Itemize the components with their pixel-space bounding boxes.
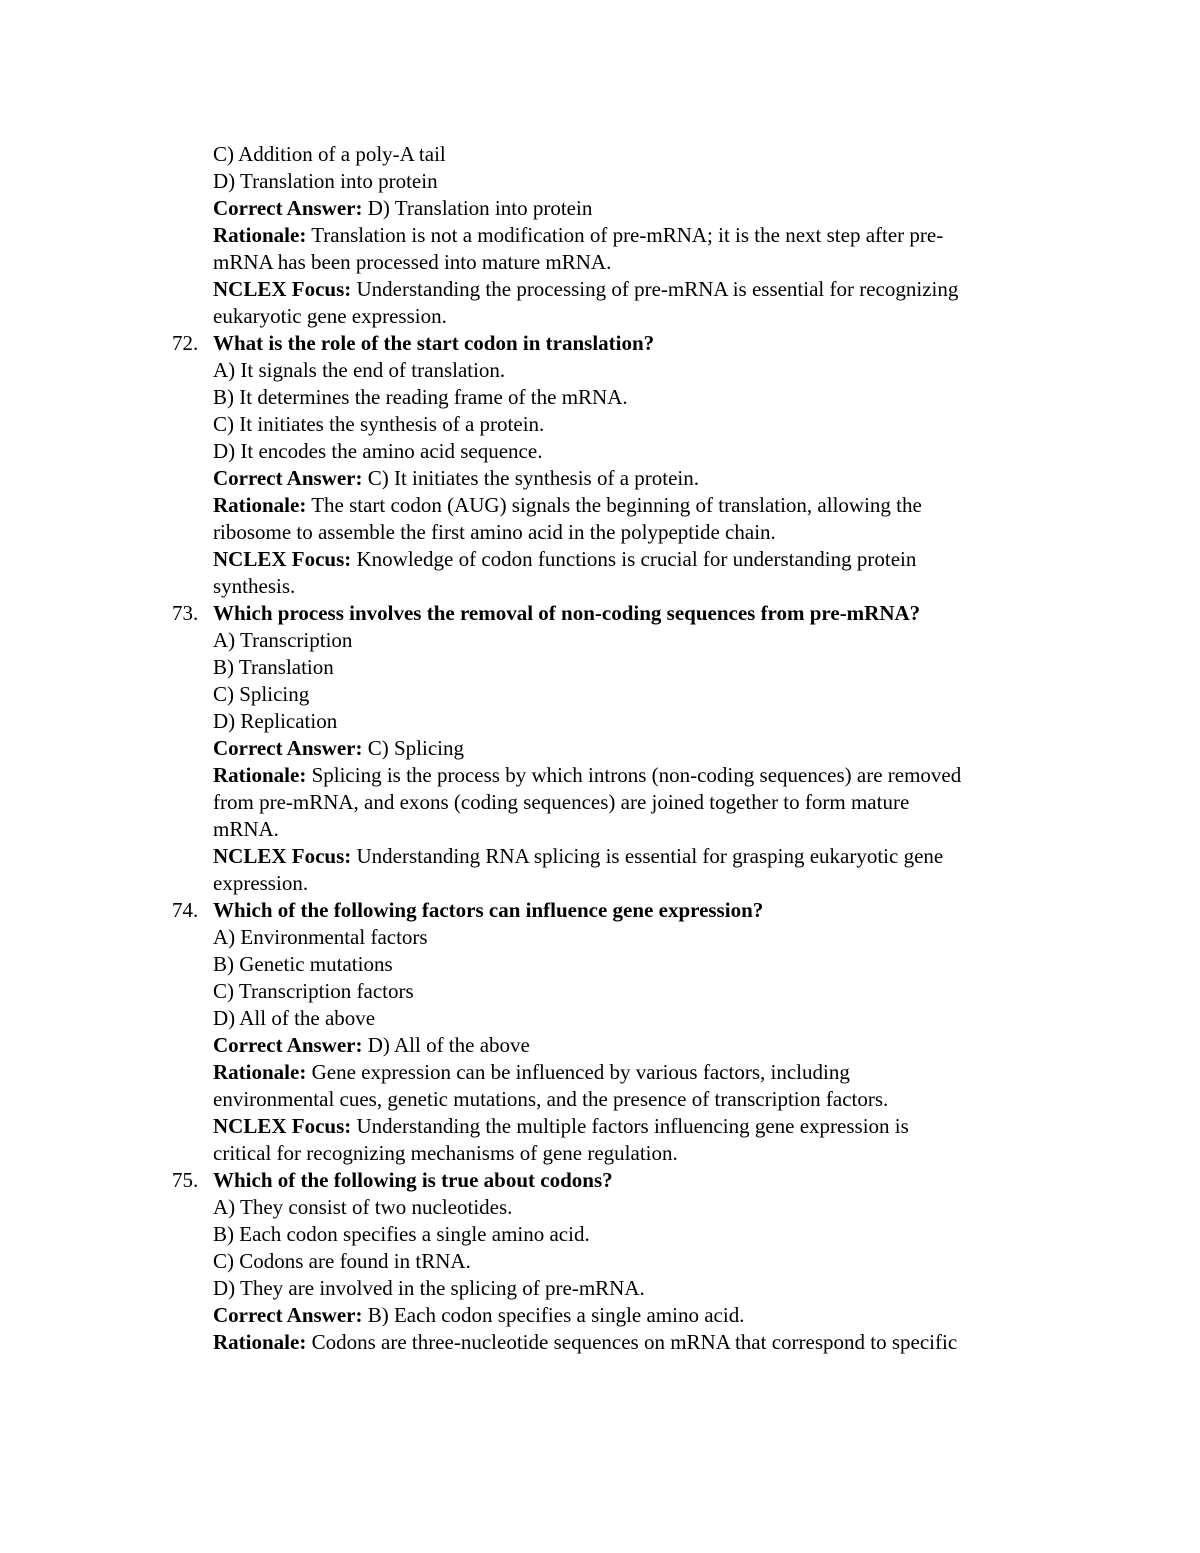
option-line: D) It encodes the amino acid sequence. <box>213 439 543 463</box>
rationale-line: from pre-mRNA, and exons (coding sequences) are joined together to form mature <box>213 790 910 814</box>
option-line: C) Addition of a poly-A tail <box>213 142 446 166</box>
option-line: A) Environmental factors <box>213 925 428 949</box>
question-number: 72. <box>172 331 199 355</box>
nclex-focus-line: NCLEX Focus: Understanding RNA splicing is essential for grasping eukaryotic gene <box>213 844 944 868</box>
option-line: A) They consist of two nucleotides. <box>213 1195 513 1219</box>
rationale-line: Rationale: Codons are three-nucleotide sequences on mRNA that correspond to specific <box>213 1330 958 1354</box>
question-heading: 75. Which of the following is true about codons? <box>172 1168 613 1192</box>
rationale-line: mRNA. <box>213 817 279 841</box>
correct-answer-line: Correct Answer: C) Splicing <box>213 736 464 760</box>
option-line: B) Genetic mutations <box>213 952 393 976</box>
question-heading: 74. Which of the following factors can influence gene expression? <box>172 898 764 922</box>
question-heading: 73. Which process involves the removal of non-coding sequences from pre-mRNA? <box>172 601 921 625</box>
option-line: D) Translation into protein <box>213 169 438 193</box>
document-content <box>0 141 1200 1356</box>
rationale-line: environmental cues, genetic mutations, and the presence of transcription factors. <box>213 1087 889 1111</box>
rationale-line: Rationale: The start codon (AUG) signals the beginning of translation, allowing the <box>213 493 922 517</box>
question-heading: 72. What is the role of the start codon in translation? <box>172 331 655 355</box>
correct-answer-line: Correct Answer: D) All of the above <box>213 1033 530 1057</box>
correct-answer-line: Correct Answer: B) Each codon specifies a single amino acid. <box>213 1303 745 1327</box>
nclex-focus-line: synthesis. <box>213 574 296 598</box>
rationale-line: Rationale: Gene expression can be influenced by various factors, including <box>213 1060 850 1084</box>
option-line: D) They are involved in the splicing of pre-mRNA. <box>213 1276 645 1300</box>
option-line: D) Replication <box>213 709 338 733</box>
option-line: B) It determines the reading frame of the mRNA. <box>213 385 628 409</box>
option-line: C) Codons are found in tRNA. <box>213 1249 471 1273</box>
nclex-focus-line: eukaryotic gene expression. <box>213 304 447 328</box>
option-line: B) Translation <box>213 655 334 679</box>
nclex-focus-line: NCLEX Focus: Understanding the multiple factors influencing gene expression is <box>213 1114 909 1138</box>
correct-answer-line: Correct Answer: C) It initiates the synthesis of a protein. <box>213 466 700 490</box>
option-line: C) It initiates the synthesis of a protein. <box>213 412 545 436</box>
rationale-line: Rationale: Translation is not a modification of pre-mRNA; it is the next step after pre- <box>213 223 944 247</box>
option-line: A) Transcription <box>213 628 353 652</box>
rationale-line: mRNA has been processed into mature mRNA. <box>213 250 612 274</box>
question-number: 73. <box>172 601 199 625</box>
option-line: A) It signals the end of translation. <box>213 358 506 382</box>
option-line: C) Transcription factors <box>213 979 414 1003</box>
option-line: B) Each codon specifies a single amino acid. <box>213 1222 590 1246</box>
nclex-focus-line: NCLEX Focus: Understanding the processing of pre-mRNA is essential for recognizing <box>213 277 959 301</box>
question-number: 75. <box>172 1168 199 1192</box>
option-line: D) All of the above <box>213 1006 376 1030</box>
correct-answer-line: Correct Answer: D) Translation into protein <box>213 196 593 220</box>
nclex-focus-line: critical for recognizing mechanisms of gene regulation. <box>213 1141 678 1165</box>
question-number: 74. <box>172 898 199 922</box>
option-line: C) Splicing <box>213 682 310 706</box>
nclex-focus-line: NCLEX Focus: Knowledge of codon functions is crucial for understanding protein <box>213 547 917 571</box>
rationale-line: Rationale: Splicing is the process by which introns (non-coding sequences) are removed <box>213 763 962 787</box>
rationale-line: ribosome to assemble the first amino acid in the polypeptide chain. <box>213 520 776 544</box>
nclex-focus-line: expression. <box>213 871 309 895</box>
